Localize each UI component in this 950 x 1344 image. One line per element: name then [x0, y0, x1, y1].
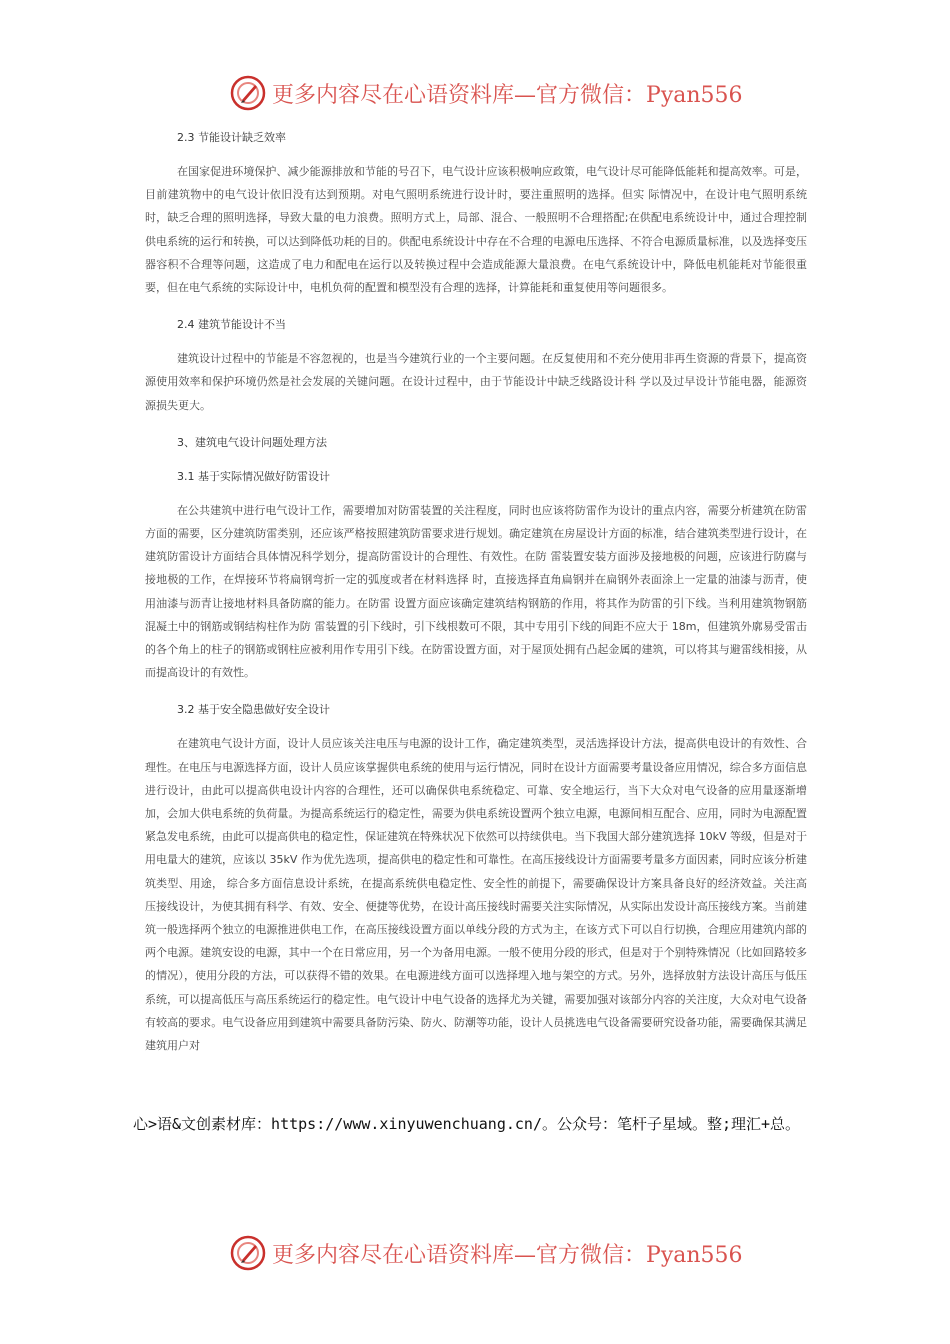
- source-footer-line: 心>语&文创素材库：https://www.xinyuwenchuang.cn/。公众号：笔杆子星域。整;理汇+总。: [133, 1115, 801, 1133]
- section-heading: 2.3 节能设计缺乏效率: [177, 131, 286, 144]
- section-heading: 3.2 基于安全隐患做好安全设计: [177, 703, 330, 717]
- section-heading: 3.1 基于实际情况做好防雷设计: [177, 469, 330, 483]
- banner-wechat: Pyan556: [646, 82, 743, 108]
- bottom-banner: [228, 1230, 748, 1276]
- section-paragraph: 建筑设计过程中的节能是不容忽视的，也是当今建筑行业的一个主要问题。在反复使用和不充分使用非再生资源的背景下，提高资源使用效率和保护环境仍然是社会发展的关键问题。在设计过程中，由于节能设计中缺乏线路设计科 学以及过早设计节能电器，能源资源损失更大。: [145, 352, 807, 412]
- section-paragraph: 在国家促进环境保护、减少能源排放和节能的号召下，电气设计应该积极响应政策，电气设计尽可能降低能耗和提高效率。可是，目前建筑物中的电气设计依旧没有达到预期。对电气照明系统进行设计时，要注重照明的选择。但实 际情况中，在设计电气照明系统时，缺乏合理的照明选择，导致大量的电力浪费。照明方式上，局部、混合、一般照明不合理搭配;在供配电系统设计中，通过合理控制供电系统的运行和转换，可以达到降低功耗的目的。供配电系统设计中存在不合理的电源电压选择、不符合电源质量标准，以及选择变压器容积不合理等问题，这造成了电力和配电在运行以及转换过程中会造成能源大量浪费。在电气系统设计中，降低电机能耗对节能很重要，但在电气系统的实际设计中，电机负荷的配置和模型没有合理的选择，计算能耗和重复使用等问题很多。: [145, 165, 807, 295]
- banner-text: 更多内容尽在心语资料库—官方微信：Pyan556: [272, 1242, 743, 1268]
- top-banner: [228, 70, 748, 116]
- document-body: [145, 130, 807, 1057]
- logo-icon: [228, 1233, 268, 1273]
- banner-text: 更多内容尽在心语资料库—官方微信：Pyan556: [272, 82, 743, 108]
- section-paragraph: 在建筑电气设计方面，设计人员应该关注电压与电源的设计工作，确定建筑类型，灵活选择设计方法，提高供电设计的有效性、合理性。在电压与电源选择方面，设计人员应该掌握供电系统的使用与运行情况，同时在设计方面需要考量设备应用情况，综合多方面信息进行设计，由此可以提高供电设计内容的合理性，还可以确保供电系统稳定、可靠、安全地运行，当下大众对电气设备的应用量逐渐增加，会加大供电系统的负荷量。为提高系统运行的稳定性，需要为供电系统设置两个独立电源，电源间相互配合、应用，同时为电源配置紧急发电系统，由此可以提高供电的稳定性，保证建筑在特殊状况下依然可以持续供电。当下我国大部分建筑选择 10kV 等级，但是对于用电量大的建筑，应该以 35kV 作为优先选项，提高供电的稳定性和可靠性。在高压接线设计方面需要考量多方面因素，同时应该分析建筑类型、用途， 综合多方面信息设计系统，在提高系统供电稳定性、安全性的前提下，需要确保设计方案具备良好的经济效益。关注高压接线设计，为使其拥有科学、有效、安全、便捷等优势，在设计高压接线时需要关注实际情况，从实际出发设计高压接线方案。当前建筑一般选择两个独立的电源推进供电工作，在高压接线设置方面以单线分段的方式为主，在该方式下可以自行切换，合理应用建筑内部的两个电源。建筑安设的电源，其中一个在日常应用，另一个为备用电源。一般不使用分段的形式，但是对于个别特殊情况（比如回路较多的情况），使用分段的方法，可以获得不错的效果。在电源进线方面可以选择埋入地与架空的方式。另外，选择放射方法设计高压与低压系统，可以提高低压与高压系统运行的稳定性。电气设计中电气设备的选择尤为关键，需要加强对该部分内容的关注度，大众对电气设备有较高的要求。电气设备应用到建筑中需要具备防污染、防火、防潮等功能，设计人员挑选电气设备需要研究设备功能，需要确保其满足建筑用户对: [145, 737, 807, 1053]
- section-heading: 2.4 建筑节能设计不当: [177, 318, 286, 332]
- section-heading: 3、建筑电气设计问题处理方法: [177, 435, 327, 449]
- banner-wechat: Pyan556: [646, 1242, 743, 1268]
- section-paragraph: 在公共建筑中进行电气设计工作，需要增加对防雷装置的关注程度，同时也应该将防雷作为设计的重点内容，需要分析建筑在防雷方面的需要，区分建筑防雷类别，还应该严格按照建筑防雷要求进行规划。确定建筑在房屋设计方面的标准，结合建筑类型进行设计，在建筑防雷设计方面结合具体情况科学划分，提高防雷设计的合理性、有效性。在防 雷装置安装方面涉及接地极的问题，应该进行防腐与接地极的工作，在焊接环节将扁钢弯折一定的弧度或者在材料选择 时，直接选择直角扁钢并在扁钢外表面涂上一定量的油漆与沥青，使用油漆与沥青让接地材料具备防腐的能力。在防雷 设置方面应该确定建筑结构钢筋的作用，将其作为防雷的引下线。当利用建筑物钢筋混凝土中的钢筋或钢结构柱作为防 雷装置的引下线时，引下线根数可不限，其中专用引下线的间距不应大于 18m，但建筑外廓易受雷击的各个角上的柱子的钢筋或钢柱应被利用作专用引下线。在防雷设置方面，对于屋顶处拥有凸起金属的建筑，可以将其与避雷线相接，从而提高设计的有效性。: [145, 503, 807, 680]
- logo-icon: [228, 73, 268, 113]
